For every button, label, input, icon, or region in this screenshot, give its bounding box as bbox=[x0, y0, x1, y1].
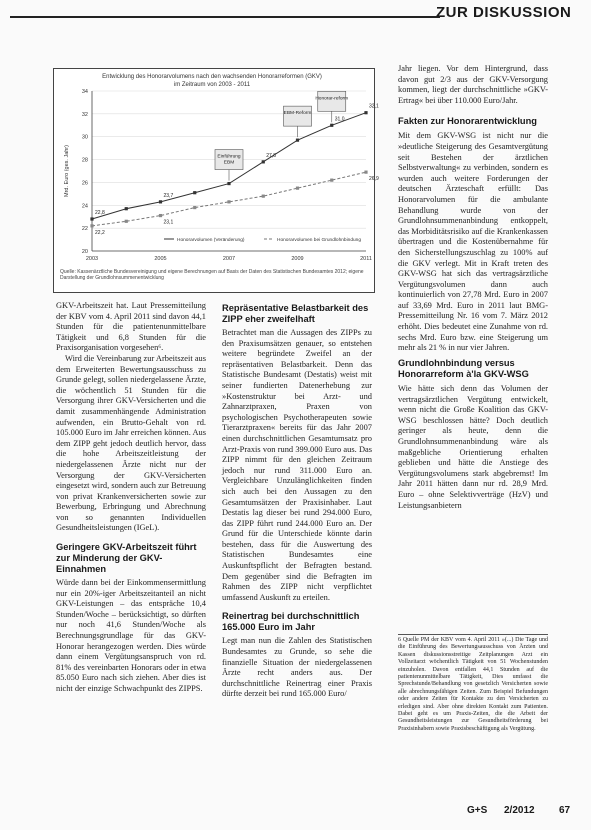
header-rule bbox=[10, 16, 440, 18]
data-point bbox=[262, 160, 265, 163]
annotation-text: EBM bbox=[223, 160, 235, 166]
data-point bbox=[364, 171, 367, 174]
data-point bbox=[125, 207, 128, 210]
y-tick-label: 24 bbox=[81, 203, 88, 210]
text-column-3-lower bbox=[398, 358, 548, 511]
y-tick-label: 30 bbox=[81, 134, 88, 141]
x-tick-label: 2003 bbox=[85, 256, 99, 262]
footer-issue: 2/2012 bbox=[504, 805, 535, 816]
section-heading: Reinertrag bei durchschnittlich 165.000 Euro im Jahr bbox=[222, 611, 360, 633]
paragraph: Würde dann bei der Einkommensermittlung nur ein 20%-iger Arbeitszeitanteil an nicht GKV-Leistungen – das entspräche 10,4 Stunden/Woche – berücksichtigt, so dürften nur noch 41,6 Stunden/Woche als Berechnungsgrundlage für das GKV-Honorar herangezogen werden. Dies würde dann einem Vergütungsanspruch von rd. 81% des vereinbarten Honorars oder in etwa 85.050 Euro nach sich ziehen. Aber dies ist nicht der einzige Schwachpunkt des ZIPPS. bbox=[56, 578, 206, 693]
paragraph: Wird die Vereinbarung zur Arbeitszeit aus dem Erweiterten Bewertungsausschuss zu Grunde gelegt, sollen niedergelassene Ärzte, die wöchentlich 51 Stunden für die Versorgung ihrer GKV-Versicherten und die damit zusammenhängende Administration aufwenden, ein Brutto-Gehalt von rd. 105.000 Euro im Jahr erreichen können. Aus dem ZIPP geht jedoch deutlich hervor, dass die hohe Arbeitszeitleistung der niedergelassenen Ärzte nicht nur der Versorgung der GKV-Versicherten eingesetzt wird, sondern auch zur Betreuung von privat Krankenversicherten sowie zur Bewerbung, Erbringung und Abrechnung von so genannten Individuellen Gesundheitsleistungen (IGeL). bbox=[56, 353, 206, 533]
section-heading: Fakten zur Honorarentwicklung bbox=[398, 116, 537, 127]
data-point bbox=[227, 182, 230, 185]
legend-label: Honorarvolumen (Veränderung) bbox=[177, 238, 245, 243]
y-tick-label: 26 bbox=[81, 180, 88, 187]
data-point bbox=[90, 217, 93, 220]
data-point bbox=[364, 111, 367, 114]
data-label: 27,8 bbox=[266, 152, 276, 159]
footer-brand: G+S bbox=[467, 805, 488, 816]
data-point bbox=[193, 206, 196, 209]
data-label: 23,7 bbox=[163, 192, 174, 199]
x-tick-label: 2007 bbox=[222, 256, 236, 262]
paragraph: Jahr liegen. Vor dem Hintergrund, dass davon gut 2/3 aus der GKV-Versorgung kommen, liegt der durchschnittliche »GKV-Ertrag« bei über 110.000 Euro/Jahr. bbox=[398, 64, 548, 105]
text-column-2 bbox=[222, 303, 372, 700]
data-label: 23,1 bbox=[163, 219, 174, 226]
data-point bbox=[193, 191, 196, 194]
data-point bbox=[159, 200, 162, 203]
chart-source-note: Quelle: Kassenärztliche Bundesvereinigung und eigene Berechnungen auf Basis der Daten des Statistischen Bundesamtes 2012; eigene Darstellung der Grundlohnsummenentwicklung bbox=[60, 269, 364, 281]
section-heading: Geringere GKV-Arbeitszeit führt zur Minderung der GKV-Einnahmen bbox=[56, 542, 197, 575]
y-axis-label: Mrd. Euro (ges. Jahr) bbox=[64, 145, 70, 197]
annotation-text: EBM-Reform bbox=[283, 111, 312, 117]
paragraph: Mit dem GKV-WSG ist nicht nur die »deutliche Steigerung des Gesamtvergütung seit Bestehen der ärztlichen Selbstverwaltung« zu verbinden, sondern es wurden auch weitere Forderungen der deutschen Ärzteschaft erfüllt: Das Honorarvolumen für die ambulante Behandlung wurde von der Grundlohnsummenanbindung entkoppelt, das Morbiditätsrisiko auf die Krankenkassen übertragen und die Kostenübernahme für den Sicherstellungszuschlag zu 100% auf die GKV verlegt. Mit in Kraft treten des GKV-WSG hat sich das vertragsärztliche Vergütungsvolumen dann auch kontinuierlich von 27,78 Mrd. Euro in 2007 auf 33,69 Mrd. Euro in 2011 laut BMG-Pressemitteilung Nr. 16 vom 7. März 2012 erhöht. Dies bedeutet eine Zunahme von rd. sechs Mrd. Euro bzw. eine Steigerung um mehr als 21 % in nur vier Jahren. bbox=[398, 131, 548, 353]
section-title: ZUR DISKUSSION bbox=[436, 4, 572, 21]
section-heading: Repräsentative Belastbarkeit des ZIPP eher zweifelhaft bbox=[222, 303, 369, 324]
data-label: 26,9 bbox=[369, 176, 379, 183]
data-point bbox=[159, 214, 162, 217]
data-point bbox=[262, 195, 265, 198]
chart-figure bbox=[53, 68, 379, 293]
footnote: 6 Quelle PM der KBV vom 4. April 2011 »(...) Die Tage und die Einführung des Bewertungsausschuss von Ärzten und Kassen diskussionsstreitige Zeitplanungen Arzt ein Vollzeitarzt wöchentlich Tätigkeit von 51 Wochenstunden einzuholen. Davon entfallen 44,1 Stunden auf die patientenunmittelbare Tätigkeit, Dies umfasst die Sprechstunde/Behandlung von gesetzlich Versicherten sowie alle abrechnungsfähigen Zeiten. Zum Beispiel Befundungen oder andere Zeiten für Kontakte zu den Versicherten zu erledigen sind. Aber ohne direkten Kontakt zum Patienten. Dabei geht es um Praxis-Zeiten, die die Arbeit der Gesundheitsleistungen zur Gesundheitsförderung bei Praxisinhabern sowie Praxisbeschäftigung als Vergütung. bbox=[398, 634, 548, 733]
annotation-text: Einführung bbox=[217, 154, 241, 160]
y-tick-label: 28 bbox=[81, 157, 88, 164]
page-number: 67 bbox=[559, 805, 571, 816]
x-tick-label: 2005 bbox=[154, 256, 167, 262]
paragraph: Legt man nun die Zahlen des Statistischen Bundesamtes zu Grunde, so sehe die finanzielle Situation der niedergelassenen Ärzte recht anders aus. Der durchschnittliche Reinertrag einer Praxis dürfte derzeit bei rund 165.000 Euro/ bbox=[222, 636, 372, 699]
data-point bbox=[90, 224, 93, 227]
paragraph: Betrachtet man die Aussagen des ZIPPs zu den Praxisumsätzen genauer, so entstehen weitere begründete Zweifel an der repräsentativen Belastbarkeit. Denn das Statistische Bundesamt (Destatis) weist mit seiner fundierten Datenerhebung zur »Kostenstruktur bei Arzt- und Zahnarztpraxen, Praxen von psychologischen Psychotherapeuten sowie Tierarztpraxen« bereits für das Jahr 2007 einen durchschnittlichen Gesamtumsatz pro Arzt-Praxis von rund 399.000 Euro aus. Das ZIPP nimmt für den gleichen Zeitraum jedoch nur rund 311.000 Euro an. Vergleichbare Unzulänglichkeiten finden sich auch bei den Aussagen zu den Gesamtumsätzen der Praxisinhaber. Laut Destatis lag dieser bei rund 294.000 Euro, das ZIPP führt rund 244.000 Euro an. Der Grund für die Unterschiede könnte darin bestehen, dass für die Auswertung des Statistischen Bundesamtes eine Auskunftspflicht der Befragten bestand. Dem gegenüber sind die Befragten im Rahmen des ZIPP nicht verpflichtet umfassend Auskunft zu erteilen. bbox=[222, 328, 372, 602]
data-label: 22,2 bbox=[95, 229, 105, 236]
x-tick-label: 2011 bbox=[360, 256, 372, 262]
y-tick-label: 22 bbox=[81, 226, 88, 233]
annotation-text: Honorar-reform bbox=[315, 96, 349, 102]
data-label: 32,1 bbox=[369, 103, 379, 110]
data-label: 22,8 bbox=[95, 210, 105, 216]
data-point bbox=[125, 220, 128, 223]
data-point bbox=[227, 200, 230, 203]
paragraph: GKV-Arbeitszeit hat. Laut Pressemitteilung der KBV vom 4. April 2011 sind davon 44,1 Stunden für die patientenunmittelbare Tätigkeit und 6,8 Stunden für die Praxisorganisation vorgesehen⁶. bbox=[56, 301, 206, 353]
chart-plot bbox=[54, 69, 379, 294]
legend-label: Honorarvolumen bei Grundlohnbindung bbox=[277, 238, 362, 243]
paragraph: Wie hätte sich denn das Volumen der vertragsärztlichen Vergütung entwickelt, wenn nicht die Große Koalition das GKV-WSG beschlossen hätte? Doch deutlich geringer als heute, denn die Grundlohnsummenanbindung wäre als maßgebliche Orientierung erhalten geblieben und hätte die Anstiege des Vergütungsvolumens stark abgebremst! Im Jahr 2011 hätten dann nur rd. 28,9 Mrd. Euro – ohne Selektivverträge (HzV) und Leistungsanbietern bbox=[398, 384, 548, 510]
text-column-3 bbox=[398, 64, 548, 510]
y-tick-label: 32 bbox=[81, 111, 88, 118]
y-tick-label: 34 bbox=[81, 89, 88, 95]
data-point bbox=[296, 187, 299, 190]
text-column-1 bbox=[56, 301, 206, 695]
data-point bbox=[296, 139, 299, 142]
data-point bbox=[330, 124, 333, 127]
x-tick-label: 2009 bbox=[291, 256, 304, 262]
section-heading: Grundlohnbindung versus Honorarreform à'la GKV-WSG bbox=[398, 358, 529, 379]
y-tick-label: 20 bbox=[81, 249, 88, 255]
data-point bbox=[330, 179, 333, 182]
chart-title: Entwicklung des Honorarvolumens nach den wachsenden Honorarreformen (GKV) im Zeitraum von 2003 - 2011 bbox=[102, 74, 322, 88]
data-label: 31,0 bbox=[334, 116, 345, 123]
